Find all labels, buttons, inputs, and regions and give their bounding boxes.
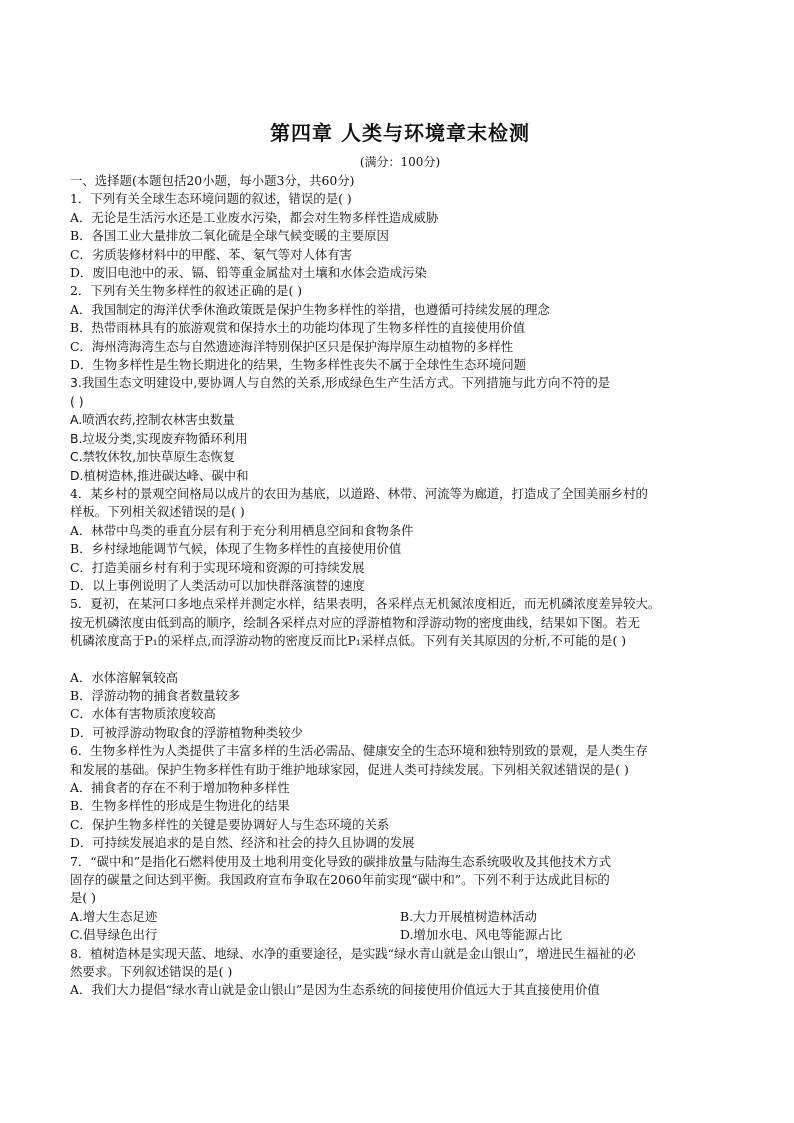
score-note: (满分：100分) [359, 155, 441, 169]
question-3-option-c: C.禁牧休牧,加快草原生态恢复 [70, 449, 236, 465]
document-page [70, 118, 730, 1000]
question-5-option-a: A．水体溶解氧较高 [70, 669, 179, 685]
question-3-option-b: B.垃圾分类,实现废弃物循环利用 [70, 430, 248, 446]
question-7-option-a: A.增大生态足迹 [70, 908, 158, 924]
question-7-option-c: C.倡导绿色出行 [70, 927, 158, 943]
question-3-stem-line-1: 3.我国生态文明建设中,要协调人与自然的关系,形成绿色生产生活方式。下列措施与此方向不符的是 [70, 375, 611, 391]
question-6-option-d: D．可持续发展追求的是自然、经济和社会的持久且协调的发展 [70, 835, 415, 851]
question-2-stem: 2．下列有关生物多样性的叙述正确的是( ) [70, 283, 303, 299]
question-7-options-row-1 [70, 908, 730, 926]
question-2-option-c: C．海州湾海湾生态与自然遗迹海洋特别保护区只是保护海岸原生动植物的多样性 [70, 338, 514, 354]
question-1-option-d: D．废旧电池中的汞、镉、铅等重金属盐对土壤和水体会造成污染 [70, 265, 427, 281]
question-6-option-a: A．捕食者的存在不利于增加物种多样性 [70, 780, 290, 795]
question-5-option-c: C．水体有害物质浓度较高 [70, 706, 216, 722]
question-4-option-b: B．乡村绿地能调节气候，体现了生物多样性的直接使用价值 [70, 541, 402, 557]
question-1-option-c: C．劣质装修材料中的甲醛、苯、氡气等对人体有害 [70, 246, 353, 262]
question-6-stem-line-1: 6．生物多样性为人类提供了丰富多样的生活必需品、健康安全的生态环境和独特别致的景观，是人类生存 [70, 743, 648, 759]
section-heading: 一、选择题(本题包括20小题，每小题3分，共60分) [70, 173, 355, 188]
question-4-option-d: D．以上事例说明了人类活动可以加快群落演替的速度 [70, 577, 365, 593]
question-7-option-d: D.增加水电、风电等能源占比 [400, 927, 563, 943]
question-6-option-c: C．保护生物多样性的关键是要协调好人与生态环境的关系 [70, 816, 390, 832]
question-7-stem-line-1: 7．“碳中和”是指化石燃料使用及土地利用变化导致的碳排放量与陆海生态系统吸收及其他技术方式 [70, 853, 611, 869]
question-8-stem-line-2: 然要求。下列叙述错误的是( ) [70, 964, 233, 980]
question-5-option-d: D．可被浮游动物取食的浮游植物种类较少 [70, 724, 303, 740]
question-8-stem-line-1: 8．植树造林是实现天蓝、地绿、水净的重要途径，是实践“绿水青山就是金山银山”，增进民生福祉的必 [70, 945, 636, 961]
question-5-stem-line-1: 5．夏初，在某河口多地点采样并测定水样，结果表明，各采样点无机氮浓度相近，而无机磷浓度差异较大。 [70, 596, 661, 612]
question-3-option-d: D.植树造林,推进碳达峰、碳中和 [70, 467, 249, 483]
question-7-option-b: B.大力开展植树造林活动 [400, 908, 537, 924]
question-6-option-b: B．生物多样性的形成是生物进化的结果 [70, 798, 290, 814]
question-3-stem-line-2: ( ) [70, 393, 84, 409]
question-1-option-b: B．各国工业大量排放二氧化硫是全球气候变暖的主要原因 [70, 228, 389, 244]
question-7-stem-line-3: 是( ) [70, 890, 96, 906]
question-8-option-a: A．我们大力提倡“绿水青山就是金山银山”是因为生态系统的间接使用价值远大于其直接使用价值 [70, 982, 600, 998]
question-2-option-d: D．生物多样性是生物长期进化的结果，生物多样性丧失不属于全球性生态环境问题 [70, 357, 526, 373]
question-4-option-a: A．林带中鸟类的垂直分层有利于充分利用栖息空间和食物条件 [70, 522, 414, 538]
question-7-stem-line-2: 固存的碳量之间达到平衡。我国政府宣布争取在2060年前实现“碳中和”。下列不利于达成此目标的 [70, 872, 610, 888]
question-4-option-c: C．打造美丽乡村有利于实现环境和资源的可持续发展 [70, 559, 365, 575]
question-2-option-b: B．热带雨林具有的旅游观赏和保持水土的功能均体现了生物多样性的直接使用价值 [70, 320, 526, 336]
question-1-stem: 1．下列有关全球生态环境问题的叙述，错误的是( ) [70, 191, 352, 207]
question-2-option-a: A．我国制定的海洋伏季休渔政策既是保护生物多样性的举措，也遵循可持续发展的理念 [70, 301, 550, 317]
question-3-option-a: A.喷洒农药,控制农林害虫数量 [70, 412, 235, 428]
figure-gap [70, 651, 730, 669]
question-6-stem-line-2: 和发展的基础。保护生物多样性有助于维护地球家园，促进人类可持续发展。下列相关叙述错误的是( ) [70, 761, 629, 777]
page-title: 第四章 人类与环境章末检测 [270, 121, 530, 145]
question-4-stem-line-2: 样板。下列相关叙述错误的是( ) [70, 504, 245, 520]
question-5-stem-line-3: 机磷浓度高于P₁的采样点,而浮游动物的密度反而比P₁采样点低。下列有关其原因的分析,不可能的是( ) [70, 633, 627, 649]
question-5-stem-line-2: 按无机磷浓度由低到高的顺序，绘制各采样点对应的浮游植物和浮游动物的密度曲线，结果如下图。若无 [70, 614, 640, 630]
question-5-option-b: B．浮游动物的捕食者数量较多 [70, 687, 241, 703]
question-4-stem-line-1: 4．某乡村的景观空间格局以成片的农田为基底，以道路、林带、河流等为廊道，打造成了全国美丽乡村的 [70, 485, 648, 501]
question-1-option-a: A．无论是生活污水还是工业废水污染，都会对生物多样性造成威胁 [70, 209, 439, 225]
question-7-options-row-2 [70, 926, 730, 944]
